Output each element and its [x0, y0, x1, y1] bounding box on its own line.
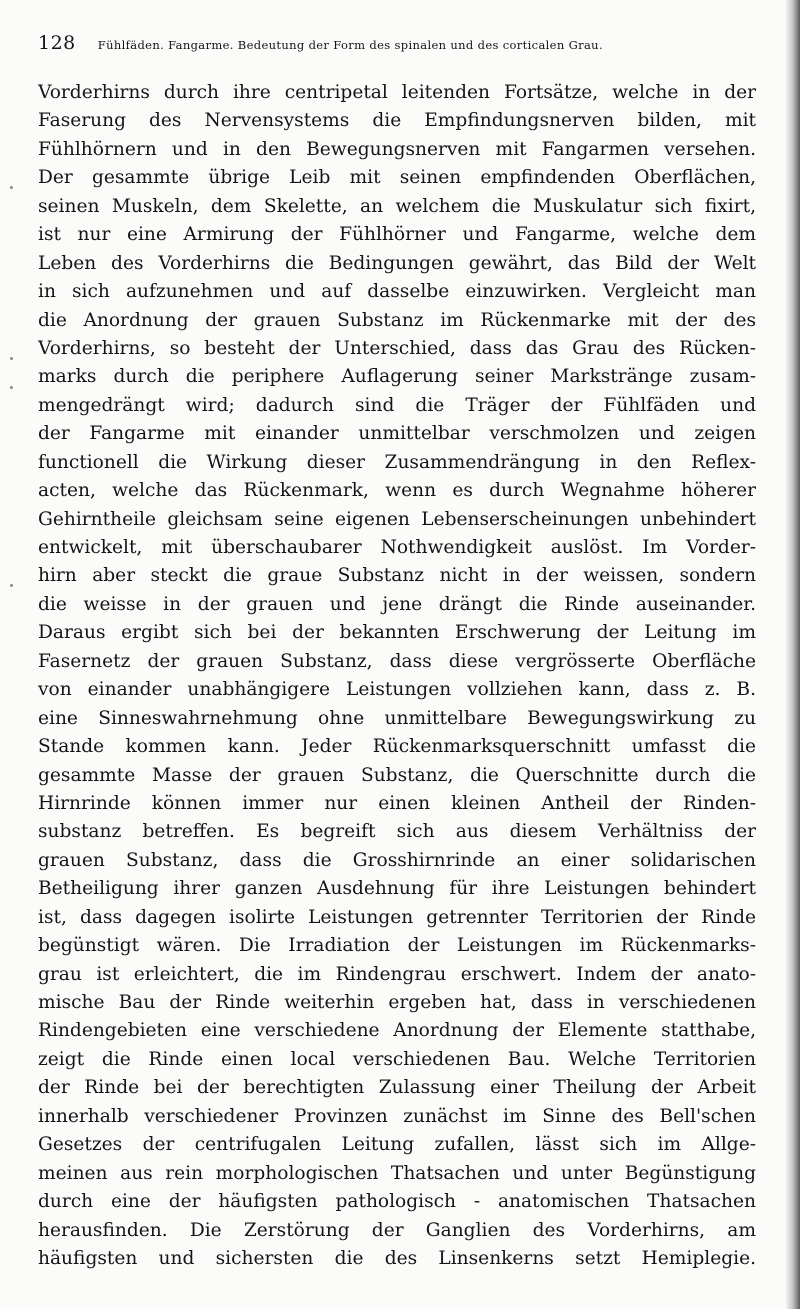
- page-edge-shadow: [786, 0, 800, 1309]
- text-line: Hirnrinde können immer nur einen kleinen Antheil der Rinden-: [38, 792, 756, 814]
- running-head: [38, 32, 760, 62]
- margin-mark: [10, 186, 13, 189]
- text-line: Betheiligung ihrer ganzen Ausdehnung für ihre Leistungen behindert: [38, 878, 756, 900]
- text-line: Rindengebieten eine verschiedene Anordnung der Elemente statthabe,: [38, 1020, 756, 1042]
- text-line: seinen Muskeln, dem Skelette, an welchem die Muskulatur sich fixirt,: [38, 195, 756, 217]
- text-line: Daraus ergibt sich bei der bekannten Erschwerung der Leitung im: [38, 622, 756, 644]
- text-line: hirn aber steckt die graue Substanz nicht in der weissen, sondern: [38, 565, 756, 587]
- text-line: Der gesammte übrige Leib mit seinen empfindenden Oberflächen,: [38, 167, 756, 189]
- text-line: ist nur eine Armirung der Fühlhörner und Fangarme, welche dem: [38, 224, 756, 246]
- body-text: [38, 79, 756, 1273]
- text-line: Gesetzes der centrifugalen Leitung zufallen, lässt sich im Allge-: [38, 1134, 756, 1156]
- text-line: grauen Substanz, dass die Grosshirnrinde an einer solidarischen: [38, 849, 756, 871]
- text-line: eine Sinneswahrnehmung ohne unmittelbare Bewegungswirkung zu: [38, 707, 756, 729]
- text-line: grau ist erleichtert, die im Rindengrau erschwert. Indem der anato-: [38, 963, 756, 985]
- text-line: der Fangarme mit einander unmittelbar verschmolzen und zeigen: [38, 423, 756, 445]
- page-number: 128: [38, 32, 76, 54]
- text-line: zeigt die Rinde einen local verschiedenen Bau. Welche Territorien: [38, 1048, 756, 1070]
- text-line: herausfinden. Die Zerstörung der Ganglien des Vorderhirns, am: [38, 1219, 756, 1241]
- text-line: functionell die Wirkung dieser Zusammendrängung in den Reflex-: [38, 451, 756, 473]
- text-line: substanz betreffen. Es begreift sich aus diesem Verhältniss der: [38, 821, 756, 843]
- text-line: Fühlhörnern und in den Bewegungsnerven mit Fangarmen versehen.: [38, 138, 756, 160]
- text-line: Faserung des Nervensystems die Empfindungsnerven bilden, mit: [38, 110, 756, 132]
- text-line: häufigsten und sichersten die des Linsenkerns setzt Hemiplegie.: [38, 1247, 756, 1269]
- text-line: der Rinde bei der berechtigten Zulassung einer Theilung der Arbeit: [38, 1077, 756, 1099]
- text-line: Vorderhirns, so besteht der Unterschied, dass das Grau des Rücken-: [38, 337, 756, 359]
- text-line: acten, welche das Rückenmark, wenn es durch Wegnahme höherer: [38, 480, 756, 502]
- text-line: meinen aus rein morphologischen Thatsachen und unter Begünstigung: [38, 1162, 756, 1184]
- text-line: begünstigt wären. Die Irradiation der Leistungen im Rückenmarks-: [38, 935, 756, 957]
- text-line: Vorderhirns durch ihre centripetal leitenden Fortsätze, welche in der: [38, 82, 756, 103]
- running-head-title: Fühlfäden. Fangarme. Bedeutung der Form des spinalen und des corticalen Grau.: [97, 38, 603, 52]
- text-line: Stande kommen kann. Jeder Rückenmarksquerschnitt umfasst die: [38, 736, 756, 758]
- text-line: durch eine der häufigsten pathologisch - anatomischen Thatsachen: [38, 1191, 756, 1213]
- text-line: Gehirntheile gleichsam seine eigenen Lebenserscheinungen unbehindert: [38, 508, 756, 530]
- text-line: Leben des Vorderhirns die Bedingungen gewährt, das Bild der Welt: [38, 252, 756, 274]
- margin-mark: [10, 584, 13, 587]
- text-line: von einander unabhängigere Leistungen vollziehen kann, dass z. B.: [38, 679, 756, 701]
- text-line: in sich aufzunehmen und auf dasselbe einzuwirken. Vergleicht man: [38, 281, 756, 303]
- text-line: mische Bau der Rinde weiterhin ergeben hat, dass in verschiedenen: [38, 992, 756, 1013]
- text-line: Fasernetz der grauen Substanz, dass diese vergrösserte Oberfläche: [38, 650, 756, 672]
- text-line: mengedrängt wird; dadurch sind die Träger der Fühlfäden und: [38, 394, 756, 416]
- text-line: gesammte Masse der grauen Substanz, die Querschnitte durch die: [38, 764, 756, 786]
- margin-mark: [10, 357, 13, 360]
- text-line: entwickelt, mit überschaubarer Nothwendigkeit auslöst. Im Vorder-: [38, 537, 756, 558]
- text-line: innerhalb verschiedener Provinzen zunächst im Sinne des Bell'schen: [38, 1105, 756, 1127]
- margin-mark: [10, 386, 13, 389]
- text-line: die Anordnung der grauen Substanz im Rückenmarke mit der des: [38, 309, 756, 331]
- text-line: marks durch die periphere Auflagerung seiner Markstränge zusam-: [38, 366, 756, 388]
- text-line: ist, dass dagegen isolirte Leistungen getrennter Territorien der Rinde: [38, 906, 756, 928]
- text-line: die weisse in der grauen und jene drängt die Rinde auseinander.: [38, 593, 756, 615]
